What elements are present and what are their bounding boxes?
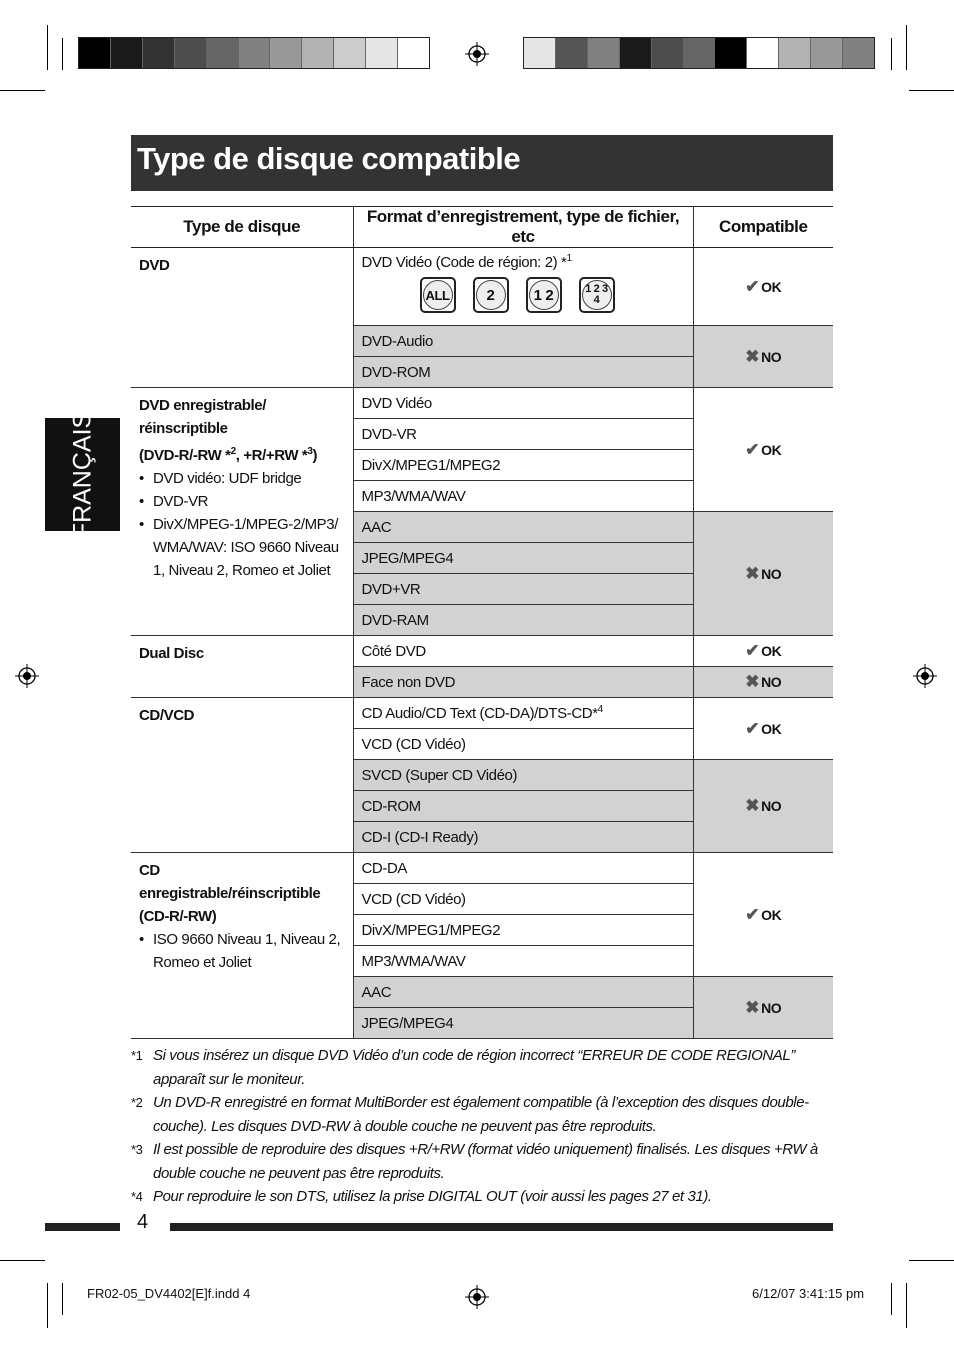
crop-mark: [0, 1260, 45, 1261]
page-number: 4: [137, 1211, 149, 1233]
format-cell: DivX/MPEG1/MPEG2: [353, 915, 693, 946]
check-icon: ✔: [745, 439, 760, 459]
compatible-cell: [693, 512, 833, 636]
format-cell: DVD-RAM: [353, 605, 693, 636]
format-cell: Côté DVD: [353, 636, 693, 667]
format-cell: VCD (CD Vidéo): [353, 884, 693, 915]
color-swatch: [747, 38, 779, 68]
ok-badge: ✔ OK: [745, 718, 782, 738]
ok-badge: ✔ OK: [745, 641, 782, 660]
cross-icon: ✖: [745, 796, 760, 815]
crop-mark: [906, 1283, 907, 1328]
crop-mark: [891, 1283, 892, 1315]
footer-rule-right: [170, 1223, 833, 1231]
compatibility-table: [131, 206, 833, 1039]
format-cell: DivX/MPEG1/MPEG2: [353, 450, 693, 481]
color-swatch: [143, 38, 175, 68]
format-cell: JPEG/MPEG4: [353, 543, 693, 574]
no-badge: ✖ NO: [745, 796, 782, 815]
color-swatch: [334, 38, 366, 68]
no-badge: ✖ NO: [745, 563, 782, 583]
check-icon: ✔: [745, 276, 760, 296]
format-cell: CD Audio/CD Text (CD-DA)/DTS-CD*$^4$: [353, 698, 693, 729]
compatible-cell: [693, 760, 833, 853]
region-1-2-icon: 1 2: [526, 277, 562, 313]
crop-mark: [62, 38, 63, 70]
color-swatch: [79, 38, 111, 68]
footer-rule-left: [45, 1223, 120, 1231]
slug-date: 6/12/07 3:41:15 pm: [752, 1286, 865, 1301]
format-cell: VCD (CD Vidéo): [353, 729, 693, 760]
compatible-cell: [693, 667, 833, 698]
color-swatch: [524, 38, 556, 68]
color-swatch: [652, 38, 684, 68]
list-item: • DVD vidéo: UDF bridge: [153, 467, 345, 490]
color-swatch: [556, 38, 588, 68]
format-cell: AAC: [353, 977, 693, 1008]
color-swatch: [684, 38, 716, 68]
format-cell: CD-ROM: [353, 791, 693, 822]
color-swatch: [588, 38, 620, 68]
header-disc-type: Type de disque: [131, 207, 353, 248]
table-row: [131, 248, 833, 326]
color-swatch: [398, 38, 429, 68]
bullet-list: [139, 928, 345, 974]
list-item: • DVD-VR: [153, 490, 345, 513]
ok-badge: ✔ OK: [745, 904, 782, 924]
crop-mark: [909, 90, 954, 91]
crop-mark: [909, 1260, 954, 1261]
crop-mark: [47, 1283, 48, 1328]
color-swatch: [111, 38, 143, 68]
footnote: *1 Si vous insérez un disque DVD Vidéo d’un code de région incorrect “ERREUR DE CODE REGIONAL” apparaît sur le moniteur.: [131, 1047, 795, 1088]
no-badge: ✖ NO: [745, 672, 782, 691]
color-swatch: [779, 38, 811, 68]
color-swatch: [811, 38, 843, 68]
table-row: [131, 853, 833, 884]
color-swatch: [239, 38, 271, 68]
no-badge: ✖ NO: [745, 997, 782, 1017]
format-cell: DVD Vidéo: [353, 388, 693, 419]
table-row: [131, 698, 833, 729]
format-cell: CD-I (CD-I Ready): [353, 822, 693, 853]
list-item: • DivX/MPEG-1/MPEG-2/MP3/ WMA/WAV: ISO 9660 Niveau 1, Niveau 2, Romeo et Joliet: [153, 513, 345, 582]
region-code-icons: [420, 277, 685, 313]
compatible-cell: [693, 977, 833, 1039]
footnotes: [131, 1044, 833, 1209]
color-swatch: [620, 38, 652, 68]
format-cell: MP3/WMA/WAV: [353, 946, 693, 977]
registration-mark-icon: [465, 1285, 489, 1309]
disc-type-cd-recordable: CD enregistrable/réinscriptible (CD-R/-RW) • ISO 9660 Niveau 1, Niveau 2, Romeo et Joliet: [131, 853, 353, 1039]
footnote: *3 Il est possible de reproduire des disques +R/+RW (format vidéo uniquement) finalisés. Les disques +RW à double couche ne peuvent pas être reproduits.: [131, 1141, 818, 1182]
color-swatch: [715, 38, 747, 68]
color-swatch: [366, 38, 398, 68]
color-calibration-bar-left: [78, 37, 430, 69]
check-icon: ✔: [745, 641, 760, 660]
color-swatch: [270, 38, 302, 68]
table-row: [131, 636, 833, 667]
slug-file-name: FR02-05_DV4402[E]f.indd 4: [87, 1286, 251, 1301]
format-cell: Face non DVD: [353, 667, 693, 698]
check-icon: ✔: [745, 718, 760, 738]
color-swatch: [302, 38, 334, 68]
disc-type-dvd: DVD: [131, 248, 353, 388]
language-label: FRANÇAIS: [68, 411, 96, 538]
cross-icon: ✖: [745, 563, 760, 583]
format-cell: DVD-Audio: [353, 326, 693, 357]
cross-icon: ✖: [745, 346, 760, 366]
language-side-tab: [45, 411, 120, 538]
format-cell: DVD-ROM: [353, 357, 693, 388]
table-header-row: [131, 207, 833, 248]
region-1-2-3-4-icon: 1 2 3 4: [579, 277, 615, 313]
format-cell: JPEG/MPEG4: [353, 1008, 693, 1039]
ok-badge: ✔ OK: [745, 439, 782, 459]
header-format: Format d’enregistrement, type de fichier, etc: [353, 207, 693, 248]
region-2-icon: 2: [473, 277, 509, 313]
disc-type-dvd-recordable: DVD enregistrable/ réinscriptible (DVD-R/-RW *$^2$, +R/+RW *$^3$) • DVD vidéo: UDF bridge • DVD-VR • DivX/MPEG-1/MPEG-2/MP3/ WMA/WAV: ISO 9660 Niveau 1, Niveau 2, Romeo et Joliet: [131, 388, 353, 636]
header-compatible: Compatible: [693, 207, 833, 248]
color-swatch: [843, 38, 874, 68]
ok-badge: ✔ OK: [745, 276, 782, 296]
compatible-cell: [693, 853, 833, 977]
color-swatch: [175, 38, 207, 68]
format-cell: DVD+VR: [353, 574, 693, 605]
footnote: *2 Un DVD-R enregistré en format MultiBorder est également compatible (à l’exception des disques double-couche). Les disques DVD-RW à double couche ne peuvent pas être reproduits.: [131, 1094, 809, 1135]
region-all-icon: ALL: [420, 277, 456, 313]
crop-mark: [62, 1283, 63, 1315]
page-title-bar: [131, 135, 833, 191]
page-title: Type de disque compatible: [137, 141, 521, 176]
format-cell: DVD Vidéo (Code de région: 2) *$^1$ ALL 2 1 2 1 2 3 4: [353, 248, 693, 326]
format-cell: DVD-VR: [353, 419, 693, 450]
cross-icon: ✖: [745, 997, 760, 1017]
compatible-cell: [693, 248, 833, 326]
compatible-cell: [693, 388, 833, 512]
crop-mark: [0, 90, 45, 91]
crop-mark: [906, 25, 907, 70]
color-calibration-bar-right: [523, 37, 875, 69]
crop-mark: [47, 25, 48, 70]
compatible-cell: [693, 326, 833, 388]
format-cell: SVCD (Super CD Vidéo): [353, 760, 693, 791]
format-cell: MP3/WMA/WAV: [353, 481, 693, 512]
registration-mark-icon: [15, 664, 39, 688]
disc-type-dual-disc: Dual Disc: [131, 636, 353, 698]
registration-mark-icon: [913, 664, 937, 688]
no-badge: ✖ NO: [745, 346, 782, 366]
compatible-cell: [693, 636, 833, 667]
compatible-cell: [693, 698, 833, 760]
check-icon: ✔: [745, 904, 760, 924]
list-item: • ISO 9660 Niveau 1, Niveau 2, Romeo et Joliet: [153, 928, 345, 974]
bullet-list: [139, 467, 345, 582]
cross-icon: ✖: [745, 672, 760, 691]
disc-type-cd-vcd: CD/VCD: [131, 698, 353, 853]
footnote: *4 Pour reproduire le son DTS, utilisez la prise DIGITAL OUT (voir aussi les pages 27 et 31).: [131, 1188, 712, 1205]
format-cell: CD-DA: [353, 853, 693, 884]
table-row: [131, 388, 833, 419]
color-swatch: [207, 38, 239, 68]
registration-mark-icon: [465, 42, 489, 66]
format-cell: AAC: [353, 512, 693, 543]
crop-mark: [891, 38, 892, 70]
